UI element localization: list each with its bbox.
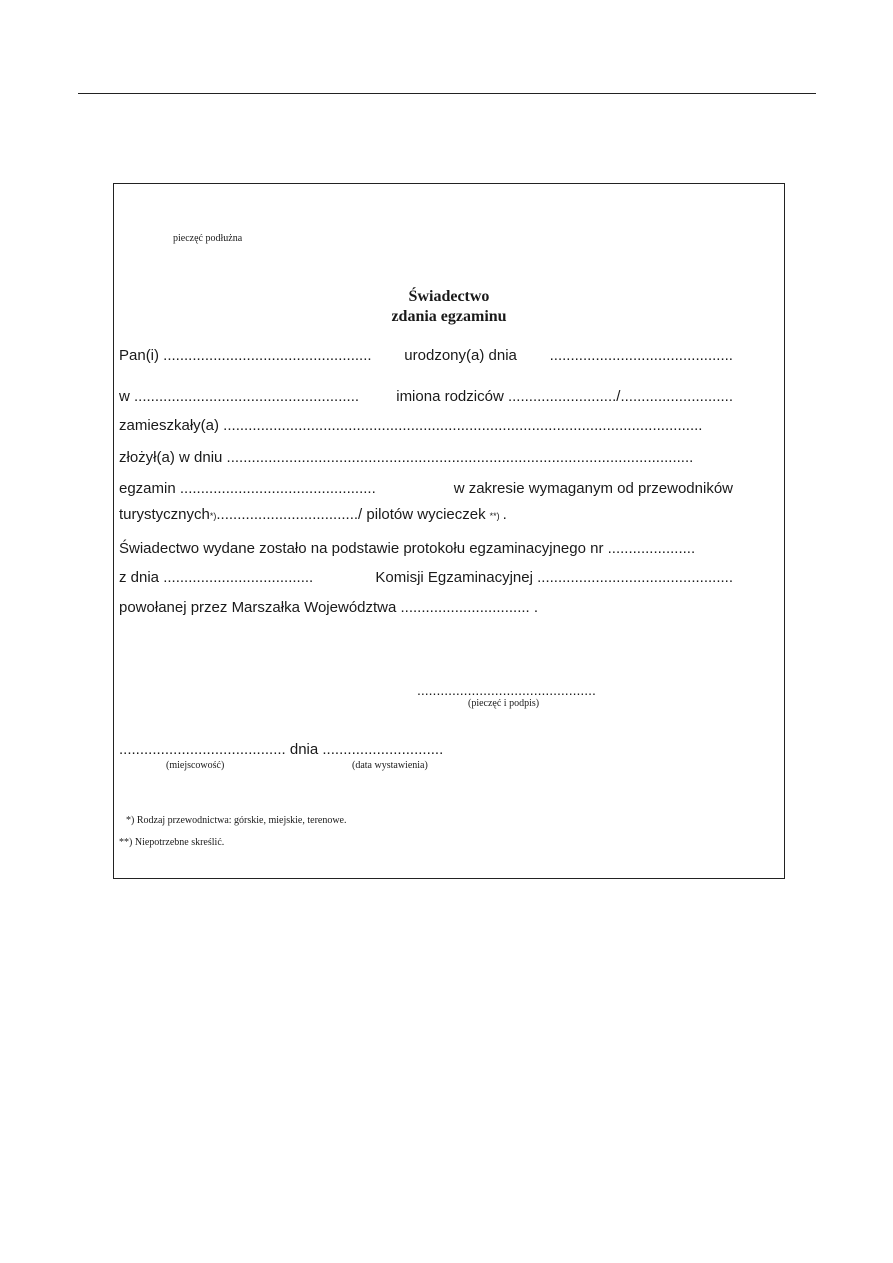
signature-line[interactable]: .............................................. — [417, 682, 596, 698]
birthdate-field[interactable]: ............................................ — [549, 347, 733, 364]
certificate-form — [113, 183, 785, 879]
footnote-2-text: Niepotrzebne skreślić. — [134, 837, 225, 848]
row-name-birthdate — [119, 347, 733, 365]
place-date-line[interactable]: ........................................ dnia ............................. — [119, 741, 444, 758]
footnote-1-text: Rodzaj przewodnictwa: górskie, miejskie, terenowe. — [136, 815, 347, 826]
row-commission — [119, 569, 733, 587]
row-exam-date — [119, 449, 733, 467]
exam-date-field[interactable]: złożył(a) w dniu ................................................................................................................ — [119, 449, 694, 466]
stamp-label: pieczęć podłużna — [173, 233, 243, 244]
protocol-field[interactable]: Świadectwo wydane zostało na podstawie protokołu egzaminacyjnego nr ..................... — [119, 540, 696, 557]
footnote-2-mark: **) — [119, 837, 133, 848]
footnote-1 — [126, 815, 347, 826]
row-exam-scope — [119, 480, 733, 498]
name-field[interactable]: Pan(i) .................................................. — [119, 347, 372, 364]
row-marshal — [119, 599, 733, 617]
exam-field[interactable]: egzamin ............................................... — [119, 480, 376, 497]
commission-field[interactable]: Komisji Egzaminacyjnej ............................................... — [375, 569, 733, 586]
row-birthplace-parents — [119, 388, 733, 406]
row-guide-type: turystycznych *) ................................../ pilotów wycieczek **) . — [119, 506, 507, 523]
row-protocol — [119, 540, 733, 558]
birthplace-field[interactable]: w ...................................................... — [119, 388, 360, 405]
date-label: (data wystawienia) — [352, 760, 428, 771]
form-subtitle: zdania egzaminu — [391, 308, 507, 325]
guide-type-label: turystycznych — [119, 506, 210, 523]
address-field[interactable]: zamieszkały(a) ................................................................................................................... — [119, 417, 703, 434]
top-rule — [78, 93, 816, 94]
parents-field[interactable]: imiona rodziców ........................../........................... — [396, 388, 733, 405]
birthdate-label: urodzony(a) dnia — [404, 347, 517, 364]
commission-date-field[interactable]: z dnia .................................... — [119, 569, 314, 586]
marshal-field[interactable]: powołanej przez Marszałka Województwa ............................... . — [119, 599, 539, 616]
period: . — [502, 506, 507, 523]
place-label: (miejscowość) — [166, 760, 225, 771]
footnote-2 — [119, 837, 224, 848]
footnote-1-mark: *) — [126, 815, 135, 826]
form-title: Świadectwo — [408, 288, 490, 305]
exam-scope-text: w zakresie wymaganym od przewodników — [453, 480, 733, 497]
guide-type-field[interactable]: ................................../ pilotów wycieczek — [216, 506, 486, 523]
row-address — [119, 417, 733, 435]
signature-label: (pieczęć i podpis) — [468, 698, 540, 709]
